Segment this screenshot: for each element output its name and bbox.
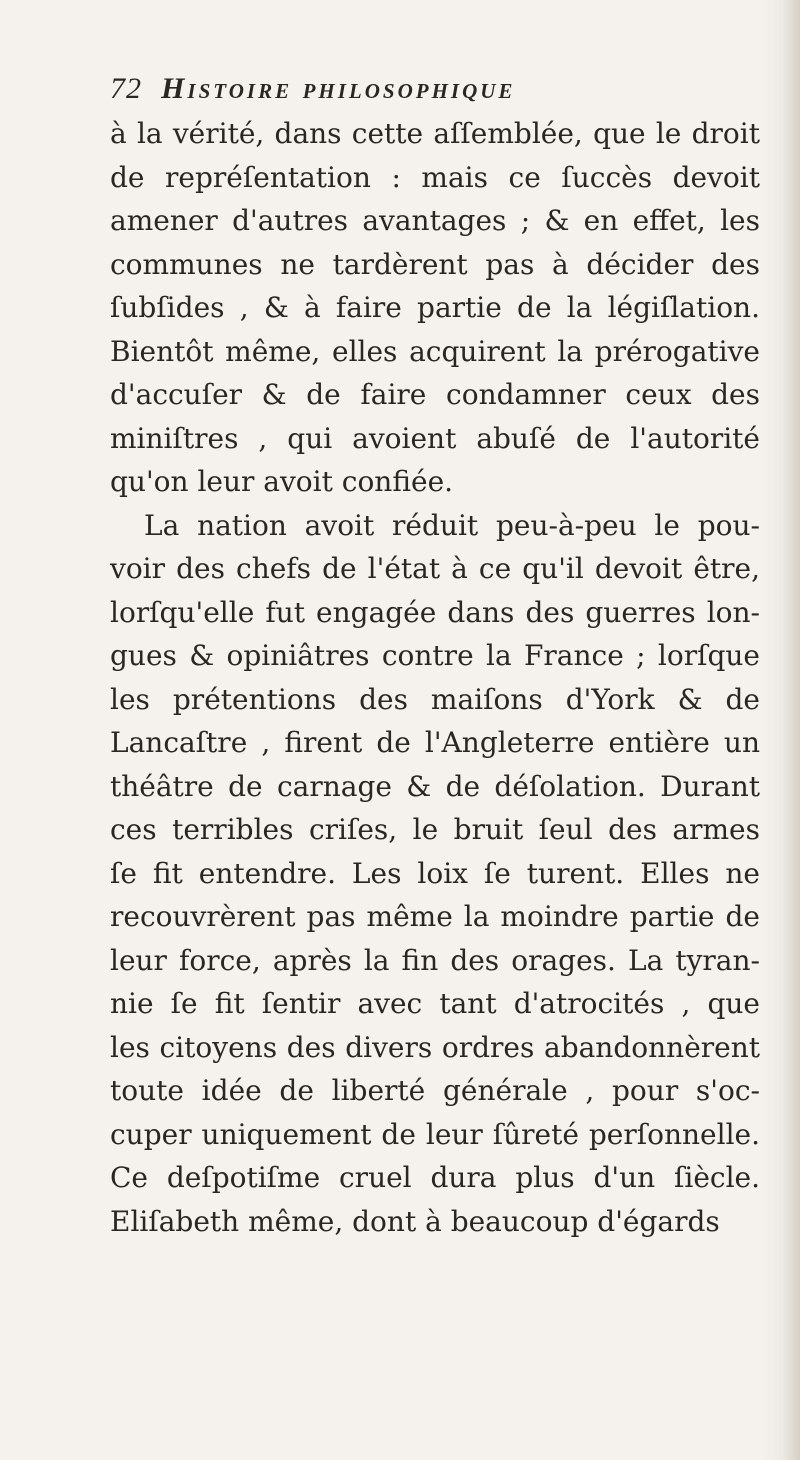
running-head xyxy=(110,72,750,112)
text-line: de repréſentation : mais ce ſuccès devoit xyxy=(110,160,760,194)
text-line: toute idée de liberté générale , pour s'oc- xyxy=(110,1074,760,1107)
text-line: cuper uniquement de leur ſûreté perſonnelle. xyxy=(110,1117,760,1151)
text-line: Bientôt même, elles acquirent la prérogative xyxy=(110,334,760,368)
text-line: leur force, après la fin des orages. La tyran- xyxy=(110,943,760,977)
text-line: recouvrèrent pas même la moindre partie de xyxy=(110,900,760,933)
text-line: les prétentions des maiſons d'York & de xyxy=(110,682,760,716)
text-line: nie ſe fit ſentir avec tant d'atrocités , que xyxy=(110,987,760,1020)
text-line: Ce deſpotiſme cruel dura plus d'un ſiècle. xyxy=(110,1161,760,1194)
text-line: ces terribles criſes, le bruit ſeul des armes xyxy=(110,813,760,846)
text-line: voir des chefs de l'état à ce qu'il devoit être, xyxy=(110,552,760,585)
paragraph-start-line: La nation avoit réduit peu-à-peu le pou- xyxy=(144,508,760,542)
text-line: miniſtres , qui avoient abuſé de l'autorité xyxy=(110,421,760,455)
text-line: lorſqu'elle fut engagée dans des guerres lon- xyxy=(110,595,760,629)
text-line: théâtre de carnage & de déſolation. Durant xyxy=(110,769,760,803)
body-text xyxy=(110,112,760,1243)
running-title: Histoire philosophique xyxy=(161,72,516,105)
text-line: Lancaſtre , firent de l'Angleterre entière un xyxy=(110,726,760,759)
page-edge-shadow xyxy=(782,0,800,1460)
page-number: 72 xyxy=(110,72,142,105)
text-line: communes ne tardèrent pas à décider des xyxy=(110,247,760,281)
text-line: amener d'autres avantages ; & en effet, les xyxy=(110,204,760,237)
text-line: à la vérité, dans cette aſſemblée, que le droit xyxy=(110,117,760,150)
text-line: les citoyens des divers ordres abandonnèrent xyxy=(110,1030,760,1064)
text-line: ſubſides , & à faire partie de la légiſlation. xyxy=(110,291,760,324)
text-line: gues & opiniâtres contre la France ; lorſque xyxy=(110,639,760,672)
paragraph-end-line: qu'on leur avoit confiée. xyxy=(110,465,454,498)
text-line: Eliſabeth même, dont à beaucoup d'égards xyxy=(110,1204,720,1238)
text-line: ſe fit entendre. Les loix ſe turent. Elles ne xyxy=(110,856,760,890)
text-line: d'accuſer & de faire condamner ceux des xyxy=(110,378,760,411)
